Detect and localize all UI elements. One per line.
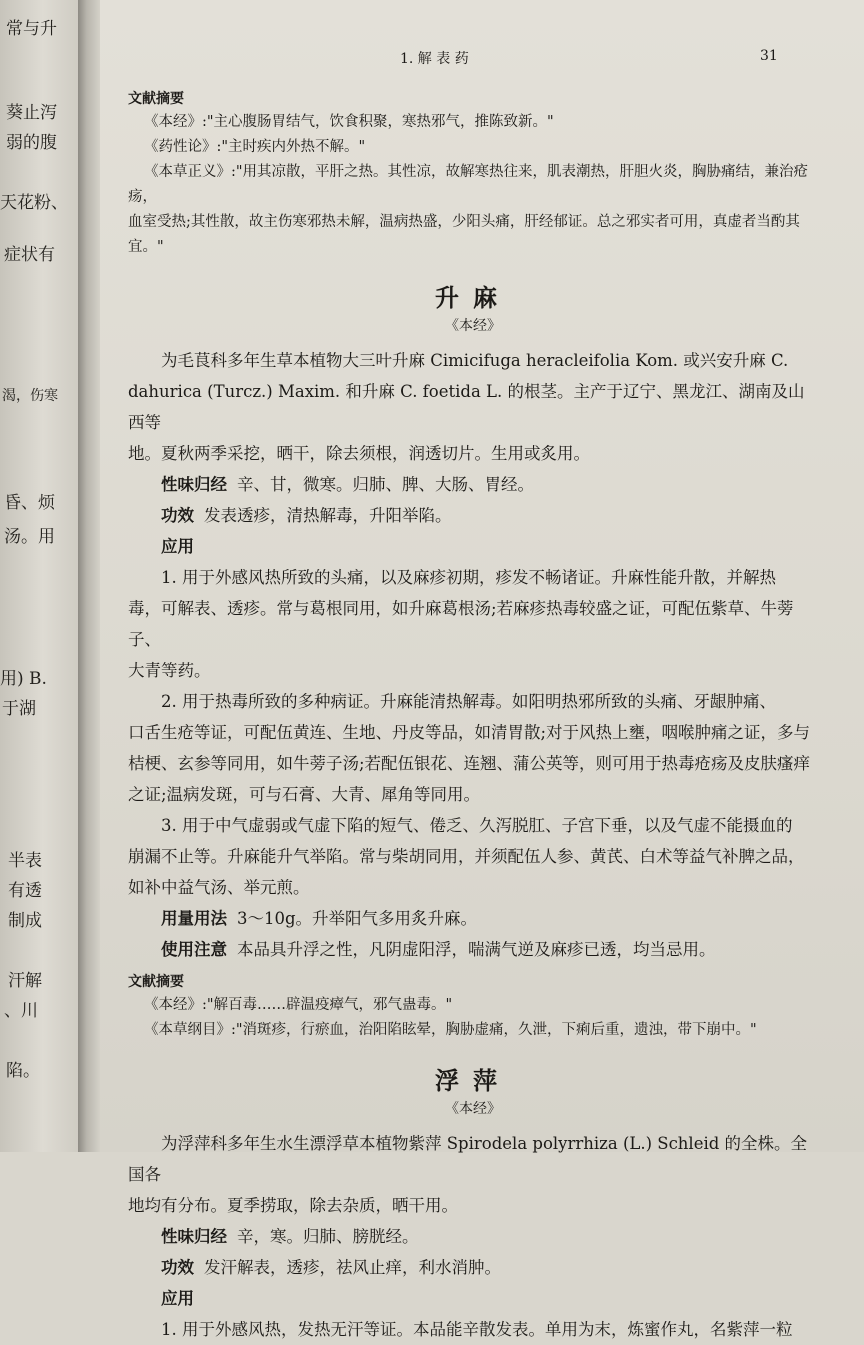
book-gutter [78, 0, 100, 1152]
ref-line: 《本草纲目》:"消斑疹，行瘀血，治阳陷眩晕，胸胁虚痛，久泄，下痢后重，遗浊，带下崩中。" [144, 1022, 757, 1038]
application-line: 3. 用于中气虚弱或气虚下陷的短气、倦乏、久泻脱肛、子宫下垂，以及气虚不能摄血的 [161, 816, 793, 835]
application-line: 崩漏不止等。升麻能升气举陷。常与柴胡同用，并须配伍人参、黄芪、白术等益气补脾之品， [128, 847, 805, 866]
application-line: 之证;温病发斑，可与石膏、大青、犀角等同用。 [128, 785, 481, 804]
property-text: 辛，寒。归肺、膀胱经。 [237, 1227, 419, 1246]
running-head: 1. 解 表 药 [400, 51, 469, 67]
application-line: 1. 用于外感风热，发热无汗等证。本品能辛散发表。单用为末，炼蜜作丸，名紫萍一粒 [161, 1320, 793, 1339]
application-line: 2. 用于热毒所致的多种病证。升麻能清热解毒。如阳明热邪所致的头痛、牙龈肿痛、 [161, 692, 776, 711]
left-page-fragment: 制成 [8, 911, 42, 931]
dosage-label: 用量用法 [161, 909, 227, 928]
herb-source: 《本经》 [445, 318, 501, 334]
property-row [128, 469, 818, 500]
function-label: 功效 [161, 1258, 194, 1277]
function-row [128, 1252, 818, 1283]
intro-line: 地均有分布。夏季捞取，除去杂质，晒干用。 [128, 1196, 458, 1215]
function-row [128, 500, 818, 531]
intro-line: dahurica (Turcz.) Maxim. 和升麻 C. foetida L. 的根茎。主产于辽宁、黑龙江、湖南及山西等 [128, 382, 805, 432]
book-page [100, 0, 864, 1339]
left-page-fragment: 症状有 [4, 245, 55, 265]
ref-line: 《本经》:"主心腹肠胃结气，饮食积聚，寒热邪气，推陈致新。" [144, 114, 554, 130]
application-line: 口舌生疮等证，可配伍黄连、生地、丹皮等品，如清胃散;对于风热上壅，咽喉肿痛之证，多与 [128, 723, 811, 742]
property-label: 性味归经 [161, 475, 227, 494]
herb-title-shengma: 升麻 [435, 284, 511, 312]
function-label: 功效 [161, 506, 194, 525]
left-page-fragment: 半表 [8, 851, 42, 871]
caution-label: 使用注意 [161, 940, 227, 959]
left-page-fragment: 弱的腹 [6, 133, 57, 153]
function-text: 发表透疹，清热解毒，升阳举陷。 [204, 506, 452, 525]
application-line: 1. 用于外感风热所致的头痛，以及麻疹初期，疹发不畅诸证。升麻性能升散，并解热 [161, 568, 776, 587]
left-page-fragment: 于湖 [2, 699, 36, 719]
refs-heading: 文献摘要 [128, 91, 184, 107]
left-page-fragment: 汗解 [8, 971, 42, 991]
left-page-fragment: 渴，伤寒 [2, 388, 58, 404]
dosage-row [128, 903, 818, 934]
left-page-fragment: 昏、烦 [4, 493, 55, 513]
property-text: 辛、甘，微寒。归肺、脾、大肠、胃经。 [237, 475, 534, 494]
intro-line: 为毛茛科多年生草本植物大三叶升麻 Cimicifuga heracleifolia Kom. 或兴安升麻 C. [161, 351, 789, 370]
application-heading: 应用 [161, 1289, 194, 1308]
application-line: 大青等药。 [128, 661, 211, 680]
ref-line: 《药性论》:"主时疾内外热不解。" [144, 139, 366, 155]
application-line: 毒，可解表、透疹。常与葛根同用，如升麻葛根汤;若麻疹热毒较盛之证，可配伍紫草、牛蒡子、 [128, 599, 794, 649]
application-line: 如补中益气汤、举元煎。 [128, 878, 310, 897]
function-text: 发汗解表，透疹，祛风止痒，利水消肿。 [204, 1258, 501, 1277]
page-content [128, 82, 818, 1345]
dosage-text: 3～10g。升举阳气多用炙升麻。 [237, 909, 478, 928]
left-facing-page [0, 0, 78, 1152]
caution-text: 本品具升浮之性，凡阴虚阳浮，喘满气逆及麻疹已透，均当忌用。 [237, 940, 716, 959]
herb-title-fuping: 浮萍 [435, 1067, 511, 1095]
property-label: 性味归经 [161, 1227, 227, 1246]
herb-source: 《本经》 [445, 1101, 501, 1117]
ref-line: 血室受热;其性散，故主伤寒邪热未解，温病热盛，少阳头痛，肝经郁证。总之邪实者可用，真虚者当酌其 [128, 214, 800, 230]
ref-line: 《本草正义》:"用其凉散，平肝之热。其性凉，故解寒热往来，肌表潮热，肝胆火炎，胸胁痛结，兼治疮疡， [128, 164, 809, 205]
ref-line: 《本经》:"解百毒……辟温疫瘴气，邪气蛊毒。" [144, 997, 453, 1013]
application-line: 桔梗、玄参等同用，如牛蒡子汤;若配伍银花、连翘、蒲公英等，则可用于热毒疮疡及皮肤瘙痒 [128, 754, 811, 773]
intro-line: 为浮萍科多年生水生漂浮草本植物紫萍 Spirodela polyrrhiza (L.) Schleid 的全株。全国各 [128, 1134, 808, 1184]
left-page-fragment: 用) B. [0, 669, 47, 689]
refs-heading: 文献摘要 [128, 974, 184, 990]
left-page-fragment: 天花粉、 [0, 193, 68, 213]
left-page-fragment: 、川 [4, 1001, 38, 1021]
application-heading: 应用 [161, 537, 194, 556]
property-row [128, 1221, 818, 1252]
page-number: 31 [760, 48, 778, 64]
caution-row [128, 934, 818, 965]
left-page-fragment: 葵止泻 [6, 103, 57, 123]
left-page-fragment: 常与升 [6, 19, 57, 39]
left-page-fragment: 有透 [8, 881, 42, 901]
left-page-fragment: 陷。 [6, 1061, 40, 1081]
ref-line: 宜。" [128, 239, 164, 255]
left-page-fragment: 汤。用 [4, 527, 55, 547]
intro-line: 地。夏秋两季采挖，晒干，除去须根，润透切片。生用或炙用。 [128, 444, 590, 463]
